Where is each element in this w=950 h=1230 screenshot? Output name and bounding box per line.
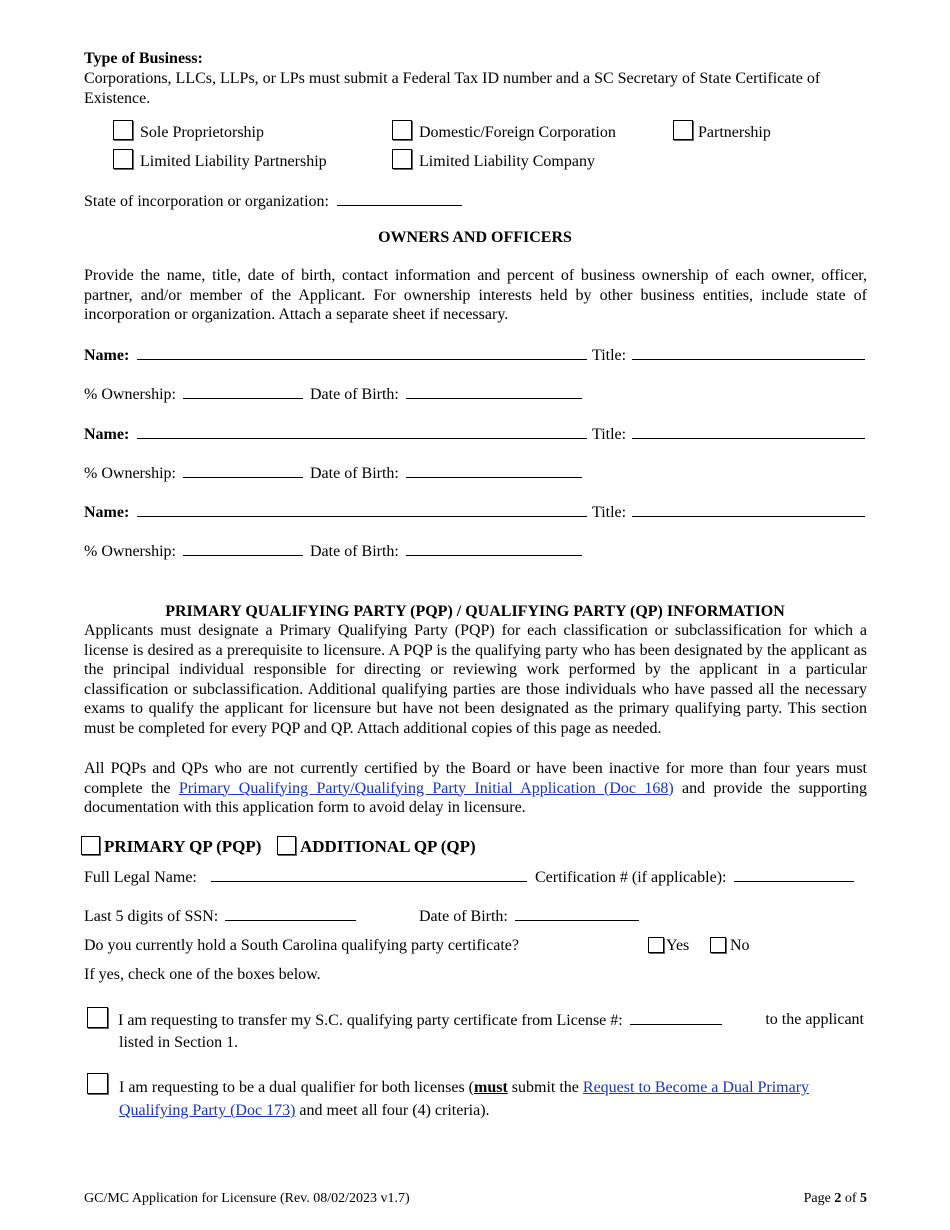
owner-title-label: Title: xyxy=(592,347,627,364)
footer-page-total: 5 xyxy=(860,1191,867,1206)
owner-dob-label: Date of Birth: xyxy=(309,543,399,560)
ssn-row xyxy=(84,906,356,927)
owner-name-field[interactable] xyxy=(137,345,587,360)
dual-text-mid: submit the xyxy=(507,1079,583,1096)
partnership-checkbox[interactable] xyxy=(673,120,693,140)
license-number-field[interactable] xyxy=(630,1010,722,1025)
pqp-heading: PRIMARY QUALIFYING PARTY (PQP) / QUALIFYING PARTY (QP) INFORMATION xyxy=(165,603,785,620)
owner-name-row xyxy=(84,424,587,445)
owners-intro: Provide the name, title, date of birth, contact information and percent of business ownership of each owner, officer, partner, and/or member of the Applicant. For ownership interests held by other business entities, include state of incorporation or organization. Attach a separate sheet if necessary. xyxy=(84,267,867,323)
sole-proprietorship-label: Sole Proprietorship xyxy=(140,124,264,141)
llc-label: Limited Liability Company xyxy=(419,153,595,170)
owner-title-row xyxy=(592,502,865,523)
full-name-label: Full Legal Name: xyxy=(84,869,197,886)
dual-must: must xyxy=(474,1079,508,1096)
doc-173-link[interactable]: Request to Become a Dual Primary xyxy=(582,1079,810,1096)
footer-of-word: of xyxy=(844,1191,857,1206)
owner-name-row xyxy=(84,502,587,523)
owner-title-label: Title: xyxy=(592,426,627,443)
owner-ownership-field[interactable] xyxy=(183,384,303,399)
no-checkbox[interactable] xyxy=(710,937,726,953)
llp-label: Limited Liability Partnership xyxy=(140,153,327,170)
partnership-label: Partnership xyxy=(698,124,771,141)
owner-dob-label: Date of Birth: xyxy=(309,465,399,482)
owner-ownership-field[interactable] xyxy=(183,463,303,478)
owner-ownership-row xyxy=(84,463,582,484)
owner-title-row xyxy=(592,424,865,445)
owner-ownership-row xyxy=(84,384,582,405)
owner-name-label: Name: xyxy=(84,347,130,364)
owner-title-field[interactable] xyxy=(632,345,865,360)
owner-ownership-field[interactable] xyxy=(183,541,303,556)
pqp-dob-field[interactable] xyxy=(515,906,639,921)
business-note: Corporations, LLCs, LLPs, or LPs must submit a Federal Tax ID number and a SC Secretary of State Certificate of Existence. xyxy=(84,70,821,107)
dual-row-cont xyxy=(119,1101,490,1121)
footer-page-number xyxy=(804,1189,867,1209)
business-heading: Type of Business: xyxy=(84,50,203,67)
ssn-label: Last 5 digits of SSN: xyxy=(84,908,219,925)
full-name-field[interactable] xyxy=(211,867,527,882)
owner-name-field[interactable] xyxy=(137,424,587,439)
owner-name-row xyxy=(84,345,587,366)
cert-number-field[interactable] xyxy=(734,867,854,882)
owner-ownership-label: % Ownership: xyxy=(84,465,176,482)
hold-question: Do you currently hold a South Carolina qualifying party certificate? xyxy=(84,937,519,954)
cert-number-label: Certification # (if applicable): xyxy=(535,869,727,886)
ssn-field[interactable] xyxy=(225,906,356,921)
owner-title-label: Title: xyxy=(592,504,627,521)
owner-dob-field[interactable] xyxy=(406,463,582,478)
doc-173-link-cont[interactable]: Qualifying Party (Doc 173) xyxy=(119,1102,296,1119)
transfer-text: I am requesting to transfer my S.C. qualifying party certificate from License #: xyxy=(118,1012,623,1029)
owner-ownership-label: % Ownership: xyxy=(84,386,176,403)
state-incorporation-field[interactable] xyxy=(337,191,462,206)
footer-page-word: Page xyxy=(803,1191,831,1206)
owners-heading: OWNERS AND OFFICERS xyxy=(378,229,572,246)
dual-qualifier-checkbox[interactable] xyxy=(87,1073,108,1094)
owner-dob-label: Date of Birth: xyxy=(309,386,399,403)
transfer-checkbox[interactable] xyxy=(87,1007,108,1028)
transfer-text-after: to the applicant xyxy=(765,1011,864,1028)
owner-title-field[interactable] xyxy=(632,502,865,517)
domestic-foreign-corporation-label: Domestic/Foreign Corporation xyxy=(419,124,616,141)
pqp-cert-note xyxy=(84,759,867,818)
if-yes-note: If yes, check one of the boxes below. xyxy=(84,966,321,983)
yes-checkbox[interactable] xyxy=(648,937,664,953)
transfer-text-cont: listed in Section 1. xyxy=(119,1034,239,1051)
additional-qp-checkbox[interactable] xyxy=(277,836,296,855)
primary-qp-checkbox[interactable] xyxy=(81,836,100,855)
doc-168-link[interactable]: Primary Qualifying Party/Qualifying Party Initial Application (Doc 168) xyxy=(178,779,674,797)
owner-title-row xyxy=(592,345,865,366)
footer-page-current: 2 xyxy=(834,1191,842,1206)
pqp-cert-note-text: All PQPs and QPs who are not currently certified by the Board or have been inactive for more than four years must complete the xyxy=(84,760,867,797)
primary-qp-label: PRIMARY QP (PQP) xyxy=(104,837,262,856)
owner-title-field[interactable] xyxy=(632,424,865,439)
domestic-foreign-corporation-checkbox[interactable] xyxy=(392,120,412,140)
owner-dob-field[interactable] xyxy=(406,384,582,399)
full-name-row xyxy=(84,867,527,888)
additional-qp-label: ADDITIONAL QP (QP) xyxy=(300,837,476,856)
no-label: No xyxy=(730,937,750,954)
cert-number-row xyxy=(535,867,854,888)
llc-checkbox[interactable] xyxy=(392,149,412,169)
owner-ownership-row xyxy=(84,541,582,562)
dual-text-after: and meet all four (4) criteria). xyxy=(295,1102,490,1119)
yes-label: Yes xyxy=(666,937,690,954)
owner-dob-field[interactable] xyxy=(406,541,582,556)
owner-ownership-label: % Ownership: xyxy=(84,543,176,560)
owner-name-label: Name: xyxy=(84,426,130,443)
state-incorporation-row xyxy=(84,191,462,212)
pqp-cert-note-text-after: and provide the supporting documentation with this application form to avoid delay in licensure. xyxy=(84,779,868,816)
transfer-row xyxy=(118,1010,867,1031)
owner-name-label: Name: xyxy=(84,504,130,521)
state-incorporation-label: State of incorporation or organization: xyxy=(84,193,329,210)
dual-text: I am requesting to be a dual qualifier for both licenses ( xyxy=(119,1079,474,1096)
footer-form-name: GC/MC Application for Licensure (Rev. 08/02/2023 v1.7) xyxy=(84,1191,410,1206)
sole-proprietorship-checkbox[interactable] xyxy=(113,120,133,140)
pqp-intro: Applicants must designate a Primary Qualifying Party (PQP) for each classification or subclassification for which a license is desired as a prerequisite to licensure. A PQP is the qualifying party who has been designated by the applicant as the principal individual responsible for directing or reviewing work performed by the applicant in a particular classification or subclassification. Additional qualifying parties are those individuals who have passed all the necessary exams to qualify the applicant for licensure but have not been designated as the primary qualifying party. This section must be completed for every PQP and QP. Attach additional copies of this page as needed. xyxy=(84,622,867,737)
pqp-dob-row xyxy=(419,906,639,927)
owner-name-field[interactable] xyxy=(137,502,587,517)
dual-row xyxy=(119,1078,867,1098)
llp-checkbox[interactable] xyxy=(113,149,133,169)
pqp-dob-label: Date of Birth: xyxy=(419,908,508,925)
